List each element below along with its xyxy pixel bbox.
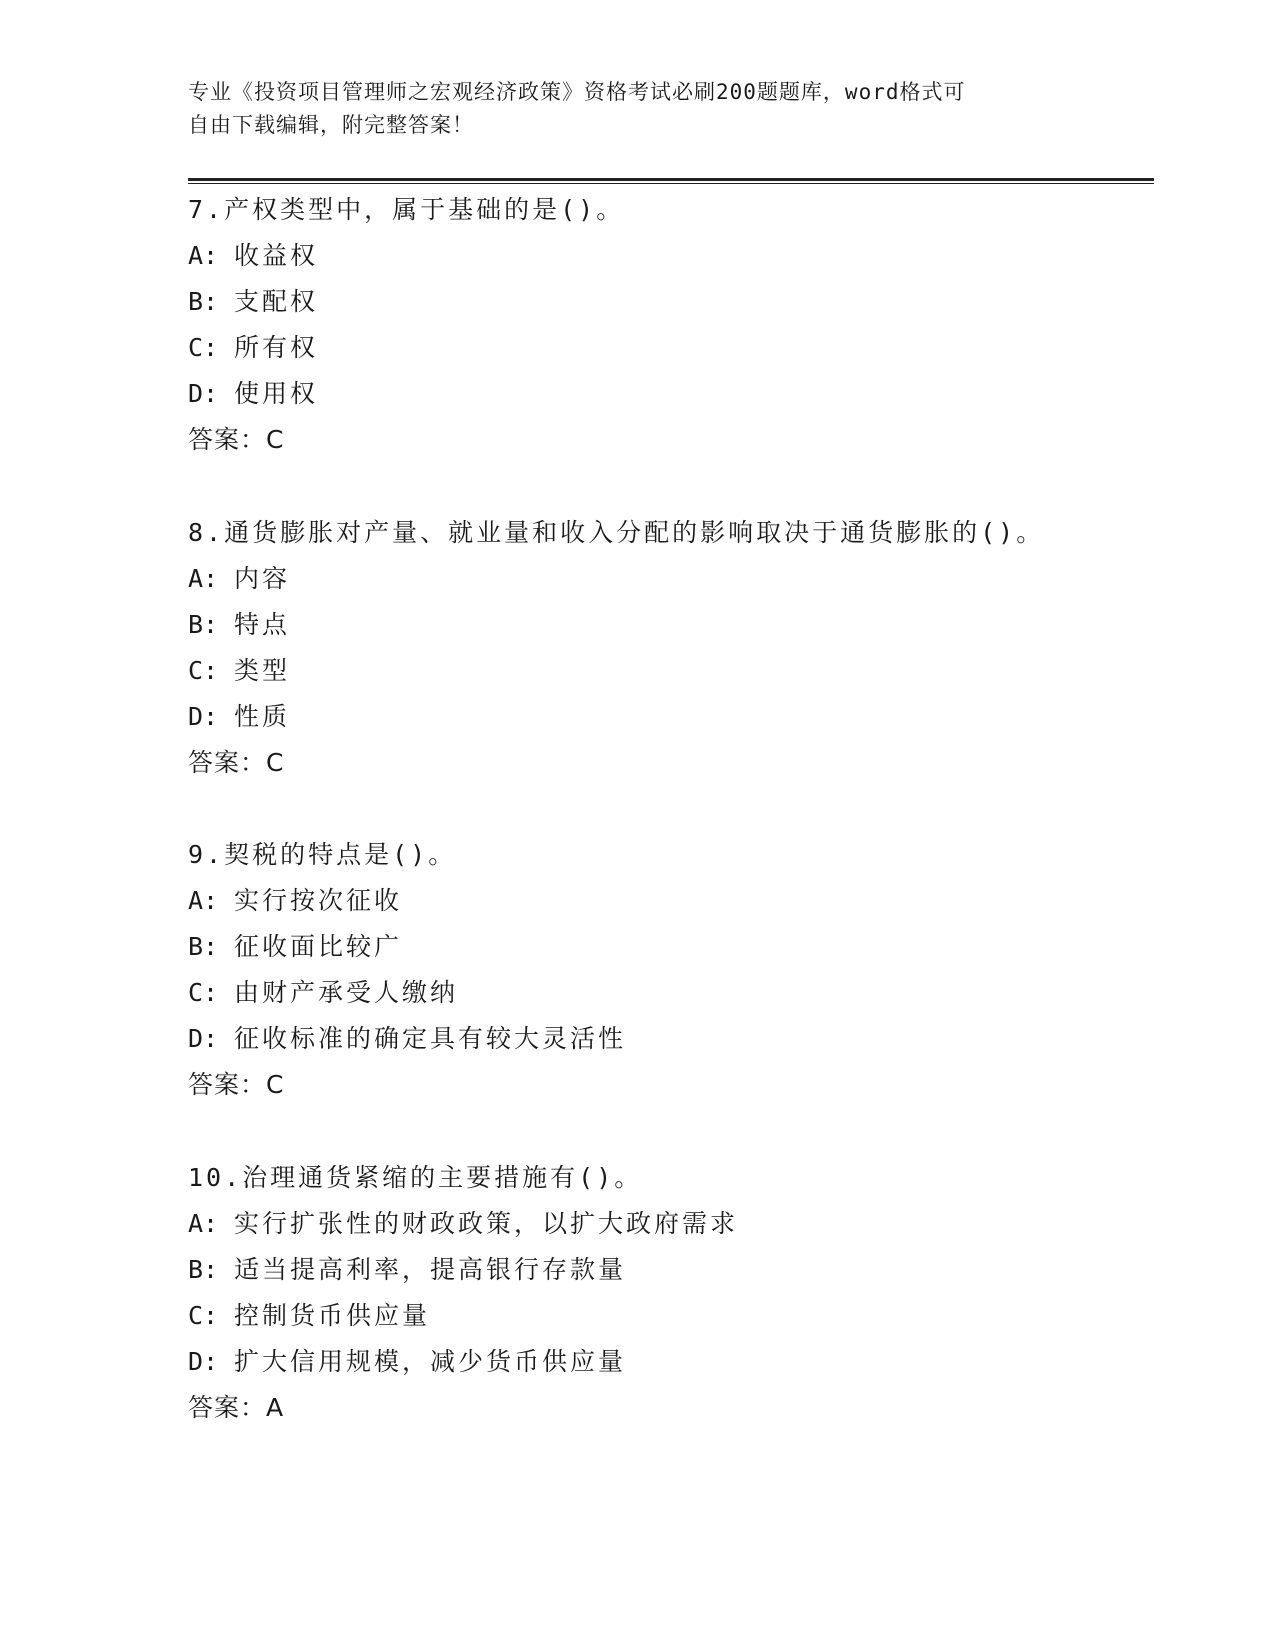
option-label: C: xyxy=(188,978,219,1007)
option-label: B: xyxy=(188,932,219,961)
answer: 答案：C xyxy=(188,1070,285,1099)
option-label: A: xyxy=(188,1209,219,1238)
question-9 xyxy=(188,832,1148,1108)
option-label: A: xyxy=(188,564,219,593)
option-text: 类型 xyxy=(234,656,291,685)
option-b xyxy=(188,602,1148,648)
option-b xyxy=(188,924,1148,970)
option-text: 内容 xyxy=(234,564,291,593)
option-label: D: xyxy=(188,1347,219,1376)
option-c xyxy=(188,325,1148,371)
option-text: 收益权 xyxy=(234,241,319,270)
option-label: C: xyxy=(188,1301,219,1330)
option-text: 特点 xyxy=(234,610,291,639)
option-text: 控制货币供应量 xyxy=(234,1301,431,1330)
option-label: B: xyxy=(188,610,219,639)
option-text: 征收标准的确定具有较大灵活性 xyxy=(234,1024,627,1053)
answer: 答案：C xyxy=(188,425,285,454)
option-text: 征收面比较广 xyxy=(234,932,403,961)
option-label: B: xyxy=(188,287,219,316)
option-a xyxy=(188,878,1148,924)
option-text: 支配权 xyxy=(234,287,319,316)
option-label: A: xyxy=(188,886,219,915)
option-text: 所有权 xyxy=(234,333,319,362)
option-b xyxy=(188,1247,1148,1293)
option-d xyxy=(188,1339,1148,1385)
header-line-2: 自由下载编辑，附完整答案！ xyxy=(188,113,474,137)
option-label: C: xyxy=(188,333,219,362)
option-c xyxy=(188,1293,1148,1339)
option-text: 性质 xyxy=(234,702,291,731)
option-a xyxy=(188,1201,1148,1247)
option-text: 实行按次征收 xyxy=(234,886,403,915)
option-b xyxy=(188,279,1148,325)
answer: 答案：C xyxy=(188,748,285,777)
option-label: A: xyxy=(188,241,219,270)
option-a xyxy=(188,556,1148,602)
question-stem: 7.产权类型中，属于基础的是()。 xyxy=(188,195,625,224)
header-divider-thin xyxy=(188,183,1154,184)
option-c xyxy=(188,970,1148,1016)
question-10 xyxy=(188,1155,1148,1431)
option-label: B: xyxy=(188,1255,219,1284)
question-8 xyxy=(188,510,1148,786)
option-d xyxy=(188,694,1148,740)
question-stem: 8.通货膨胀对产量、就业量和收入分配的影响取决于通货膨胀的()。 xyxy=(188,518,1045,547)
document-header xyxy=(188,76,1088,142)
option-label: D: xyxy=(188,1024,219,1053)
option-a xyxy=(188,233,1148,279)
option-text: 扩大信用规模，减少货币供应量 xyxy=(234,1347,627,1376)
question-7 xyxy=(188,187,1148,463)
option-label: D: xyxy=(188,379,219,408)
answer: 答案：A xyxy=(188,1393,285,1422)
option-label: C: xyxy=(188,656,219,685)
header-line-1: 专业《投资项目管理师之宏观经济政策》资格考试必刷200题题库，word格式可 xyxy=(188,80,966,104)
question-stem: 9.契税的特点是()。 xyxy=(188,840,457,869)
option-text: 由财产承受人缴纳 xyxy=(234,978,459,1007)
option-text: 实行扩张性的财政政策，以扩大政府需求 xyxy=(234,1209,739,1238)
option-text: 使用权 xyxy=(234,379,319,408)
option-label: D: xyxy=(188,702,219,731)
header-divider-thick xyxy=(188,178,1154,181)
option-d xyxy=(188,1016,1148,1062)
option-d xyxy=(188,371,1148,417)
option-c xyxy=(188,648,1148,694)
option-text: 适当提高利率，提高银行存款量 xyxy=(234,1255,627,1284)
question-stem: 10.治理通货紧缩的主要措施有()。 xyxy=(188,1163,643,1192)
